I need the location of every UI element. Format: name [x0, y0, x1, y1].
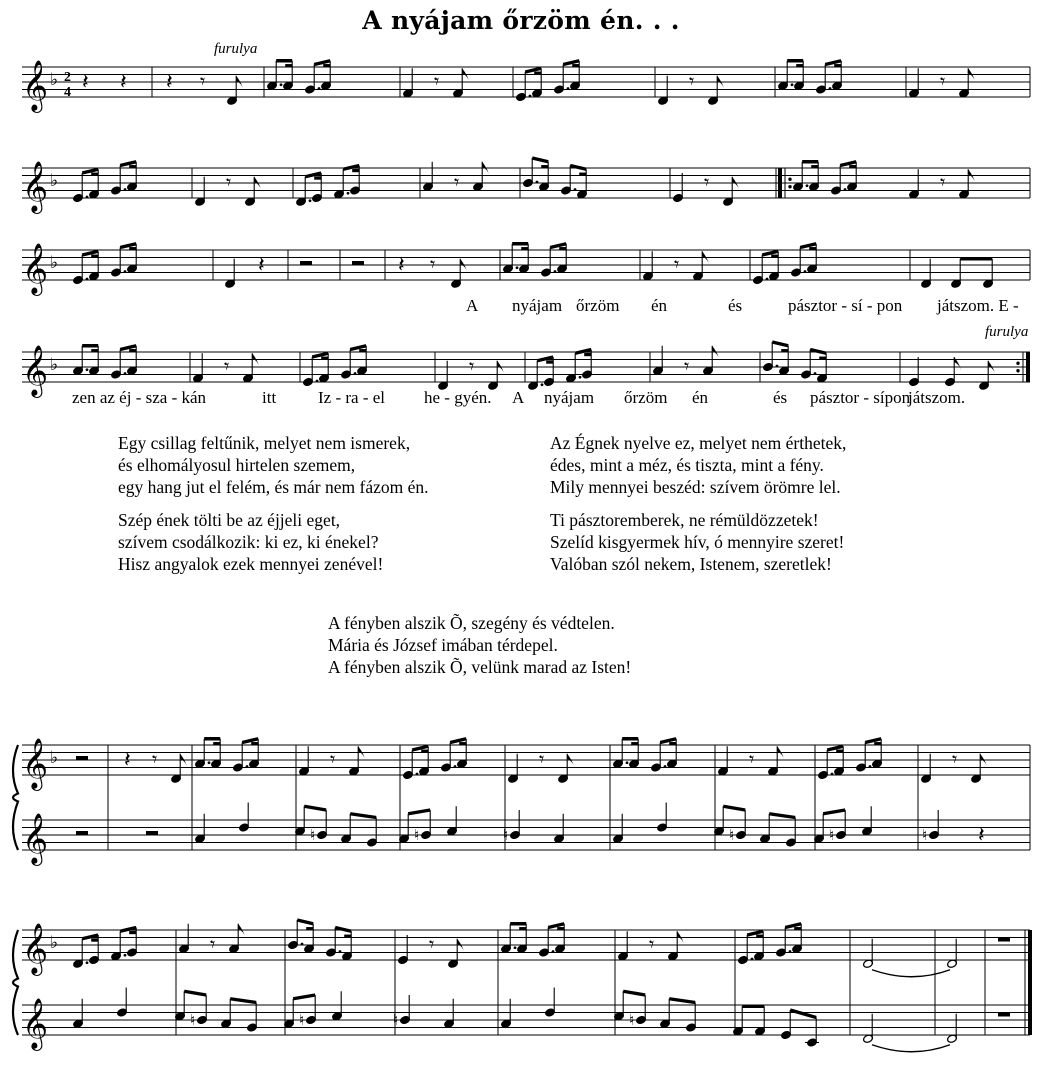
grand-staff-brace: [13, 745, 18, 850]
dot: [86, 368, 89, 371]
repeat-dot: [1016, 362, 1019, 365]
beam: [230, 999, 256, 1003]
eighth-rest-icon: 𝄾: [429, 934, 435, 956]
right-stanza: [550, 509, 846, 575]
dot: [301, 943, 304, 946]
dot: [766, 278, 769, 281]
beam: [82, 169, 98, 173]
dot: [124, 270, 127, 273]
quarter-rest-icon: 𝄽: [978, 822, 985, 847]
whole-rest: [998, 1013, 1010, 1017]
dot: [86, 278, 89, 281]
lyric-syllable: játszom.: [908, 388, 966, 407]
dot: [86, 961, 89, 964]
lyric-syllable: nyájam: [512, 296, 563, 315]
repeat-dot: [788, 178, 791, 181]
eighth-rest-icon: 𝄾: [200, 71, 206, 93]
dot: [541, 383, 544, 386]
verse-line: Mily mennyei beszéd: szívem örömre lel.: [550, 477, 841, 497]
tie: [872, 1045, 950, 1052]
verses-left-column: [118, 432, 429, 586]
half-rest: [76, 756, 88, 760]
repeat-bar-thick: [778, 168, 782, 198]
dot: [814, 372, 817, 375]
key-flat-icon: ♭: [50, 355, 59, 374]
eighth-flag: [712, 346, 719, 360]
natural-sign-icon: ♮: [922, 828, 928, 844]
beam: [412, 746, 428, 750]
lyric-syllable: őrzöm: [576, 296, 620, 315]
key-flat-icon: ♭: [50, 748, 59, 767]
eighth-flag: [567, 754, 574, 768]
repeat-dot: [1016, 369, 1019, 372]
beam: [335, 928, 351, 932]
eighth-rest-icon: 𝄾: [674, 254, 680, 276]
grand-staff-brace: [13, 930, 18, 1035]
verses-center-column: [328, 612, 631, 689]
treble-clef-icon: 𝄞: [22, 61, 49, 110]
dot: [626, 761, 629, 764]
dot: [124, 954, 127, 957]
verse-line: és elhomályosul hirtelen szemem,: [118, 455, 356, 475]
verse-line: Szelíd kisgyermek hív, ó mennyire szeret!: [550, 532, 845, 552]
eighth-flag: [238, 924, 245, 938]
lyric-syllable: zen az éj - sza - kán: [72, 388, 207, 407]
instrument-mark: furulya: [214, 41, 258, 57]
dot: [514, 946, 517, 949]
beam: [747, 931, 763, 935]
natural-sign-icon: ♮: [629, 1013, 635, 1029]
eighth-flag: [968, 169, 975, 183]
natural-sign-icon: ♮: [299, 1013, 305, 1029]
eighth-rest-icon: 𝄾: [454, 172, 460, 194]
eighth-rest-icon: 𝄾: [940, 71, 946, 93]
quarter-rest-icon: 𝄽: [82, 69, 89, 94]
eighth-flag: [236, 76, 243, 90]
lyric-syllable: A: [466, 296, 479, 315]
beam: [408, 810, 430, 814]
beam: [790, 1010, 816, 1018]
beam: [82, 935, 98, 939]
beam: [304, 806, 326, 810]
lyric-syllable: itt: [262, 388, 277, 407]
verse-line: A fényben alszik Õ, velünk marad az Isten!: [328, 657, 632, 677]
eighth-flag: [702, 251, 709, 265]
dot: [567, 87, 570, 90]
time-signature-top: 2: [64, 70, 71, 85]
beam: [570, 166, 586, 170]
key-flat-icon: ♭: [50, 253, 59, 272]
dot: [791, 83, 794, 86]
beam: [723, 806, 745, 810]
beam: [669, 999, 695, 1003]
dot: [124, 372, 127, 375]
eighth-flag: [180, 754, 187, 768]
beam: [537, 357, 553, 361]
quarter-rest-icon: 𝄽: [124, 747, 131, 772]
lyric-syllable: őrzöm: [624, 388, 668, 407]
dot: [318, 87, 321, 90]
beam: [314, 61, 330, 65]
beam: [450, 739, 466, 743]
dot: [516, 266, 519, 269]
beam: [660, 739, 676, 743]
dot: [339, 950, 342, 953]
treble-clef-icon: 𝄞: [22, 814, 49, 863]
beam: [120, 346, 136, 350]
beam: [810, 350, 826, 354]
beam: [548, 924, 564, 928]
eighth-flag: [988, 361, 995, 375]
lyric-syllable: játszom. E -: [937, 296, 1019, 315]
time-signature-bottom: 4: [64, 85, 71, 100]
beam: [312, 353, 328, 357]
lyric-syllable: pásztor - sí - pon: [788, 296, 903, 315]
repeat-bar-thick: [1026, 352, 1030, 382]
natural-sign-icon: ♮: [190, 1013, 196, 1029]
dot: [309, 199, 312, 202]
dot: [869, 765, 872, 768]
dot: [246, 765, 249, 768]
eighth-rest-icon: 𝄾: [152, 749, 158, 771]
verse-line: Az Égnek nyelve ez, melyet nem érthetek,: [550, 433, 847, 453]
beam: [350, 346, 366, 350]
natural-sign-icon: ♮: [414, 828, 420, 844]
eighth-rest-icon: 𝄾: [330, 749, 336, 771]
eighth-flag: [482, 162, 489, 176]
song-title: A nyájam őrzöm én. . .: [362, 6, 680, 35]
left-stanza: [118, 432, 429, 498]
beam: [343, 166, 359, 170]
eighth-rest-icon: 𝄾: [649, 934, 655, 956]
treble-clef-icon: 𝄞: [22, 162, 49, 211]
treble-clef-icon: 𝄞: [22, 739, 49, 788]
dot: [529, 95, 532, 98]
verse-line: A fényben alszik Õ, szegény és védtelen.: [328, 613, 615, 633]
verse-line: Valóban szól nekem, Istenem, szeretlek!: [550, 554, 832, 574]
half-rest: [146, 831, 158, 835]
dot: [776, 365, 779, 368]
beam: [297, 920, 313, 924]
dot: [536, 181, 539, 184]
dot: [751, 958, 754, 961]
left-stanza: [118, 509, 429, 575]
dot: [664, 765, 667, 768]
tie: [872, 970, 950, 977]
beam: [120, 162, 136, 166]
eighth-flag: [677, 931, 684, 945]
dot: [552, 950, 555, 953]
beam: [825, 61, 841, 65]
natural-sign-icon: ♮: [829, 828, 835, 844]
dot: [86, 196, 89, 199]
quarter-rest-icon: 𝄽: [120, 69, 127, 94]
dot: [208, 761, 211, 764]
natural-sign-icon: ♮: [393, 1013, 399, 1029]
lyric-syllable: Iz - ra - el: [318, 388, 386, 407]
eighth-flag: [732, 177, 739, 191]
eighth-flag: [980, 754, 987, 768]
lyric-syllable: he - gyén.: [424, 388, 492, 407]
beam: [184, 991, 206, 995]
dot: [844, 188, 847, 191]
whole-rest: [998, 938, 1010, 942]
beam: [623, 991, 645, 995]
beam: [840, 162, 856, 166]
natural-sign-icon: ♮: [503, 828, 509, 844]
beam: [823, 810, 845, 814]
dot: [454, 765, 457, 768]
treble-clef-icon: 𝄞: [22, 924, 49, 973]
verse-line: egy hang jut el felém, és már nem fázom én.: [118, 477, 429, 497]
eighth-rest-icon: 𝄾: [749, 749, 755, 771]
lyric-syllable: és: [728, 296, 743, 315]
beam: [772, 342, 788, 346]
half-rest: [352, 261, 364, 265]
dot: [416, 773, 419, 776]
beam: [120, 244, 136, 248]
beam: [575, 350, 591, 354]
eighth-rest-icon: 𝄾: [952, 749, 958, 771]
eighth-rest-icon: 𝄾: [224, 356, 230, 378]
beam: [762, 251, 778, 255]
right-stanza: [550, 432, 846, 498]
beam: [120, 928, 136, 932]
dot: [831, 773, 834, 776]
eighth-flag: [717, 76, 724, 90]
natural-sign-icon: ♮: [729, 828, 735, 844]
treble-clef-icon: 𝄞: [22, 244, 49, 293]
dot: [574, 188, 577, 191]
dot: [579, 376, 582, 379]
dot: [354, 372, 357, 375]
quarter-rest-icon: 𝄽: [258, 252, 265, 277]
eighth-flag: [497, 361, 504, 375]
beam: [532, 158, 548, 162]
eighth-rest-icon: 𝄾: [940, 172, 946, 194]
final-bar: [1028, 930, 1032, 1035]
beam: [769, 814, 795, 818]
repeat-dot: [788, 185, 791, 188]
verses-right-column: [550, 432, 846, 586]
verse-line: Szép ének tölti be az éjjeli eget,: [118, 510, 341, 530]
verse-line: édes, mint a méz, és tiszta, mint a fény.: [550, 455, 824, 475]
lyric-syllable: nyájam: [544, 388, 595, 407]
dot: [806, 184, 809, 187]
lyric-syllable: én: [651, 296, 668, 315]
lyric-syllable: és: [773, 388, 788, 407]
dot: [347, 192, 350, 195]
beam: [550, 244, 566, 248]
natural-sign-icon: ♮: [310, 828, 316, 844]
eighth-flag: [358, 746, 365, 760]
eighth-rest-icon: 𝄾: [689, 71, 695, 93]
lyric-syllable: pásztor - sípon: [810, 388, 911, 407]
eighth-flag: [252, 353, 259, 367]
eighth-flag: [457, 939, 464, 953]
beam: [242, 739, 258, 743]
half-rest: [76, 831, 88, 835]
eighth-flag: [968, 68, 975, 82]
eighth-rest-icon: 𝄾: [469, 356, 475, 378]
eighth-rest-icon: 𝄾: [434, 71, 440, 93]
eighth-flag: [777, 746, 784, 760]
beam: [293, 995, 315, 999]
verse-line: Egy csillag feltűnik, melyet nem ismerek,: [118, 433, 411, 453]
beam: [82, 251, 98, 255]
dot: [124, 188, 127, 191]
eighth-rest-icon: 𝄾: [210, 934, 216, 956]
verse-line: szívem csodálkozik: ki ez, ki énekel?: [118, 532, 379, 552]
eighth-flag: [460, 259, 467, 273]
center-stanza: [328, 612, 631, 678]
treble-clef-icon: 𝄞: [22, 346, 49, 395]
eighth-rest-icon: 𝄾: [704, 172, 710, 194]
beam: [865, 739, 881, 743]
quarter-rest-icon: 𝄽: [398, 252, 405, 277]
dot: [554, 270, 557, 273]
beam: [305, 173, 321, 177]
eighth-rest-icon: 𝄾: [539, 749, 545, 771]
eighth-flag: [254, 177, 261, 191]
key-flat-icon: ♭: [50, 933, 59, 952]
beam: [563, 61, 579, 65]
verse-line: Mária és József imában térdepel.: [328, 635, 558, 655]
eighth-rest-icon: 𝄾: [226, 172, 232, 194]
verse-line: Ti pásztoremberek, ne rémüldözzetek!: [550, 510, 819, 530]
eighth-rest-icon: 𝄾: [684, 356, 690, 378]
lyric-syllable: A: [512, 388, 525, 407]
dot: [316, 380, 319, 383]
beam: [827, 746, 843, 750]
beam: [785, 924, 801, 928]
instrument-mark: furulya: [985, 324, 1029, 340]
dot: [804, 270, 807, 273]
dot: [829, 87, 832, 90]
beam: [800, 244, 816, 248]
half-rest: [300, 261, 312, 265]
dot: [789, 950, 792, 953]
lyric-syllable: én: [692, 388, 709, 407]
treble-clef-icon: 𝄞: [22, 999, 49, 1048]
eighth-rest-icon: 𝄾: [430, 254, 436, 276]
beam: [350, 814, 376, 818]
dot: [280, 83, 283, 86]
key-flat-icon: ♭: [50, 171, 59, 190]
eighth-flag: [462, 68, 469, 82]
quarter-rest-icon: 𝄽: [166, 69, 173, 94]
verse-line: Hisz angyalok ezek mennyei zenével!: [118, 554, 384, 574]
beam: [525, 68, 541, 72]
key-flat-icon: ♭: [50, 70, 59, 89]
